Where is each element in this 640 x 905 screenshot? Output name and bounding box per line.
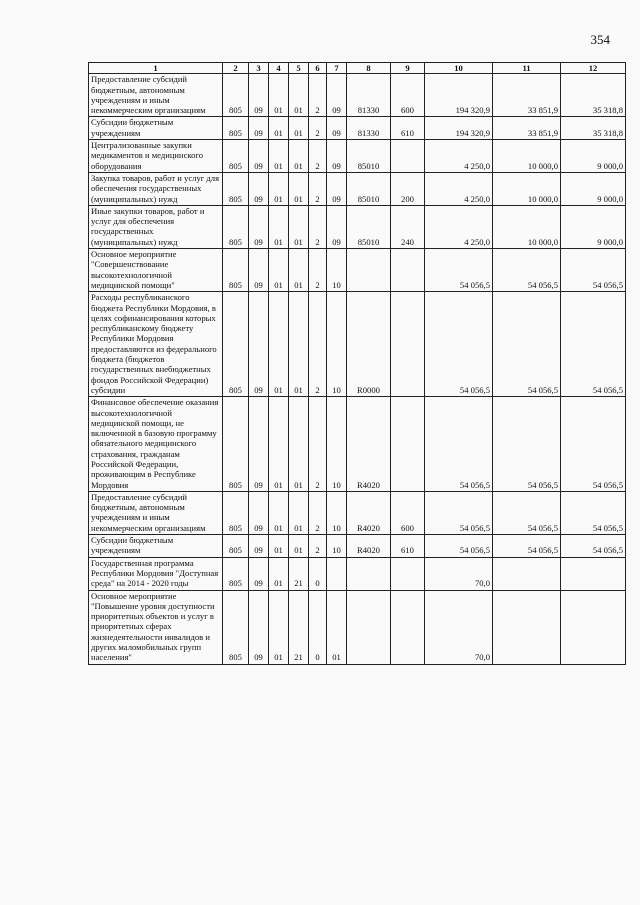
table-row <box>89 397 626 492</box>
code-expense-type <box>391 292 425 397</box>
code-direction <box>347 249 391 292</box>
code-section: 09 <box>249 249 269 292</box>
col-header-3: 3 <box>249 63 269 74</box>
header-row <box>89 63 626 74</box>
amount-col-12 <box>561 590 626 664</box>
code-expense-type: 200 <box>391 172 425 205</box>
amount-col-12: 9 000,0 <box>561 172 626 205</box>
code-program: 01 <box>289 397 309 492</box>
code-direction: 85010 <box>347 140 391 173</box>
table-row <box>89 172 626 205</box>
amount-col-12: 54 056,5 <box>561 249 626 292</box>
amount-col-11: 54 056,5 <box>493 535 561 558</box>
amount-col-12: 54 056,5 <box>561 397 626 492</box>
amount-col-12: 9 000,0 <box>561 140 626 173</box>
code-section: 09 <box>249 205 269 248</box>
amount-col-12: 54 056,5 <box>561 491 626 534</box>
budget-table <box>88 62 626 665</box>
code-expense-type <box>391 590 425 664</box>
table-row <box>89 292 626 397</box>
amount-col-12: 35 318,8 <box>561 117 626 140</box>
amount-col-10: 70,0 <box>425 590 493 664</box>
code-program: 01 <box>289 205 309 248</box>
amount-col-11: 33 851,9 <box>493 117 561 140</box>
code-expense-type: 600 <box>391 74 425 117</box>
code-direction: R0000 <box>347 292 391 397</box>
code-program: 01 <box>289 292 309 397</box>
code-subsection: 01 <box>269 249 289 292</box>
code-section: 09 <box>249 397 269 492</box>
code-subprogram: 2 <box>309 491 327 534</box>
code-admin: 805 <box>223 557 249 590</box>
code-event: 09 <box>327 205 347 248</box>
code-admin: 805 <box>223 491 249 534</box>
code-subprogram: 2 <box>309 117 327 140</box>
code-program: 01 <box>289 172 309 205</box>
code-event: 09 <box>327 74 347 117</box>
code-subsection: 01 <box>269 74 289 117</box>
code-event: 09 <box>327 117 347 140</box>
amount-col-10: 54 056,5 <box>425 535 493 558</box>
row-name: Государственная программа Республики Мордовия "Доступная среда" на 2014 - 2020 годы <box>89 557 223 590</box>
code-subprogram: 2 <box>309 397 327 492</box>
code-subsection: 01 <box>269 535 289 558</box>
code-subprogram: 2 <box>309 140 327 173</box>
code-subprogram: 2 <box>309 292 327 397</box>
code-admin: 805 <box>223 292 249 397</box>
code-program: 01 <box>289 74 309 117</box>
code-admin: 805 <box>223 140 249 173</box>
code-direction: 85010 <box>347 205 391 248</box>
amount-col-11: 54 056,5 <box>493 292 561 397</box>
col-header-11: 11 <box>493 63 561 74</box>
code-event: 09 <box>327 172 347 205</box>
code-subprogram: 0 <box>309 590 327 664</box>
code-subsection: 01 <box>269 172 289 205</box>
code-expense-type <box>391 140 425 173</box>
table-row <box>89 140 626 173</box>
code-subsection: 01 <box>269 117 289 140</box>
code-event: 10 <box>327 535 347 558</box>
code-program: 01 <box>289 140 309 173</box>
row-name: Иные закупки товаров, работ и услуг для обеспечения государственных (муниципальных) нужд <box>89 205 223 248</box>
col-header-7: 7 <box>327 63 347 74</box>
code-subprogram: 2 <box>309 74 327 117</box>
row-name: Основное мероприятие "Совершенствование высокотехнологичной медицинской помощи" <box>89 249 223 292</box>
amount-col-10: 4 250,0 <box>425 205 493 248</box>
code-program: 21 <box>289 590 309 664</box>
col-header-1: 1 <box>89 63 223 74</box>
col-header-8: 8 <box>347 63 391 74</box>
code-admin: 805 <box>223 249 249 292</box>
amount-col-10: 54 056,5 <box>425 249 493 292</box>
code-section: 09 <box>249 491 269 534</box>
table-row <box>89 117 626 140</box>
code-admin: 805 <box>223 172 249 205</box>
code-expense-type: 600 <box>391 491 425 534</box>
code-direction: R4020 <box>347 535 391 558</box>
col-header-12: 12 <box>561 63 626 74</box>
code-program: 01 <box>289 249 309 292</box>
row-name: Расходы республиканского бюджета Республики Мордовия, в целях софинансирования которых республиканскому бюджету Республики Мордовия предоставляются из федерального бюджета (бюджетов государственных внебюджетных фондов Российской Федерации) субсидии <box>89 292 223 397</box>
amount-col-10: 194 320,9 <box>425 74 493 117</box>
code-section: 09 <box>249 535 269 558</box>
code-direction <box>347 590 391 664</box>
code-direction: 81330 <box>347 117 391 140</box>
code-event: 10 <box>327 397 347 492</box>
code-event <box>327 557 347 590</box>
code-event: 10 <box>327 292 347 397</box>
table-row <box>89 557 626 590</box>
code-program: 01 <box>289 491 309 534</box>
code-program: 21 <box>289 557 309 590</box>
code-subsection: 01 <box>269 397 289 492</box>
amount-col-10: 54 056,5 <box>425 292 493 397</box>
amount-col-10: 54 056,5 <box>425 491 493 534</box>
col-header-2: 2 <box>223 63 249 74</box>
amount-col-11 <box>493 557 561 590</box>
amount-col-12: 9 000,0 <box>561 205 626 248</box>
row-name: Предоставление субсидий бюджетным, автономным учреждениям и иным некоммерческим организациям <box>89 491 223 534</box>
code-subsection: 01 <box>269 140 289 173</box>
table-row <box>89 491 626 534</box>
amount-col-11: 54 056,5 <box>493 397 561 492</box>
code-section: 09 <box>249 292 269 397</box>
code-admin: 805 <box>223 397 249 492</box>
code-subsection: 01 <box>269 491 289 534</box>
row-name: Основное мероприятие "Повышение уровня доступности приоритетных объектов и услуг в приоритетных сферах жизнедеятельности инвалидов и других маломобильных групп населения" <box>89 590 223 664</box>
amount-col-11 <box>493 590 561 664</box>
code-event: 10 <box>327 249 347 292</box>
amount-col-12: 54 056,5 <box>561 292 626 397</box>
code-subprogram: 2 <box>309 535 327 558</box>
amount-col-10: 4 250,0 <box>425 172 493 205</box>
code-expense-type <box>391 397 425 492</box>
row-name: Предоставление субсидий бюджетным, автономным учреждениям и иным некоммерческим организациям <box>89 74 223 117</box>
code-subprogram: 0 <box>309 557 327 590</box>
code-program: 01 <box>289 535 309 558</box>
amount-col-11: 54 056,5 <box>493 491 561 534</box>
amount-col-10: 54 056,5 <box>425 397 493 492</box>
row-name: Финансовое обеспечение оказания высокотехнологичной медицинской помощи, не включенной в базовую программу обязательного медицинского страхования, гражданам Российской Федерации, проживающим в Республике Мордовия <box>89 397 223 492</box>
code-section: 09 <box>249 590 269 664</box>
code-section: 09 <box>249 172 269 205</box>
code-admin: 805 <box>223 590 249 664</box>
amount-col-10: 194 320,9 <box>425 117 493 140</box>
code-subsection: 01 <box>269 292 289 397</box>
col-header-9: 9 <box>391 63 425 74</box>
amount-col-11: 33 851,9 <box>493 74 561 117</box>
code-admin: 805 <box>223 535 249 558</box>
table-row <box>89 590 626 664</box>
amount-col-12: 54 056,5 <box>561 535 626 558</box>
row-name: Субсидии бюджетным учреждениям <box>89 117 223 140</box>
code-program: 01 <box>289 117 309 140</box>
page-number: 354 <box>590 32 610 47</box>
code-admin: 805 <box>223 205 249 248</box>
code-expense-type: 610 <box>391 535 425 558</box>
code-event: 09 <box>327 140 347 173</box>
code-subsection: 01 <box>269 205 289 248</box>
code-expense-type: 610 <box>391 117 425 140</box>
code-event: 10 <box>327 491 347 534</box>
code-section: 09 <box>249 74 269 117</box>
code-section: 09 <box>249 557 269 590</box>
code-subsection: 01 <box>269 557 289 590</box>
col-header-4: 4 <box>269 63 289 74</box>
code-subprogram: 2 <box>309 205 327 248</box>
code-expense-type <box>391 557 425 590</box>
amount-col-11: 10 000,0 <box>493 172 561 205</box>
code-subprogram: 2 <box>309 249 327 292</box>
code-subprogram: 2 <box>309 172 327 205</box>
amount-col-12: 35 318,8 <box>561 74 626 117</box>
code-expense-type <box>391 249 425 292</box>
amount-col-10: 70,0 <box>425 557 493 590</box>
code-direction: R4020 <box>347 491 391 534</box>
table-row <box>89 249 626 292</box>
table-row <box>89 205 626 248</box>
code-direction: R4020 <box>347 397 391 492</box>
code-direction <box>347 557 391 590</box>
code-direction: 85010 <box>347 172 391 205</box>
row-name: Субсидии бюджетным учреждениям <box>89 535 223 558</box>
code-section: 09 <box>249 140 269 173</box>
table-row <box>89 74 626 117</box>
code-section: 09 <box>249 117 269 140</box>
code-subsection: 01 <box>269 590 289 664</box>
row-name: Централизованные закупки медикаментов и медицинского оборудования <box>89 140 223 173</box>
col-header-5: 5 <box>289 63 309 74</box>
row-name: Закупка товаров, работ и услуг для обеспечения государственных (муниципальных) нужд <box>89 172 223 205</box>
col-header-10: 10 <box>425 63 493 74</box>
code-direction: 81330 <box>347 74 391 117</box>
amount-col-11: 10 000,0 <box>493 205 561 248</box>
code-admin: 805 <box>223 74 249 117</box>
code-event: 01 <box>327 590 347 664</box>
amount-col-11: 54 056,5 <box>493 249 561 292</box>
code-admin: 805 <box>223 117 249 140</box>
table-row <box>89 535 626 558</box>
code-expense-type: 240 <box>391 205 425 248</box>
amount-col-12 <box>561 557 626 590</box>
col-header-6: 6 <box>309 63 327 74</box>
amount-col-11: 10 000,0 <box>493 140 561 173</box>
amount-col-10: 4 250,0 <box>425 140 493 173</box>
